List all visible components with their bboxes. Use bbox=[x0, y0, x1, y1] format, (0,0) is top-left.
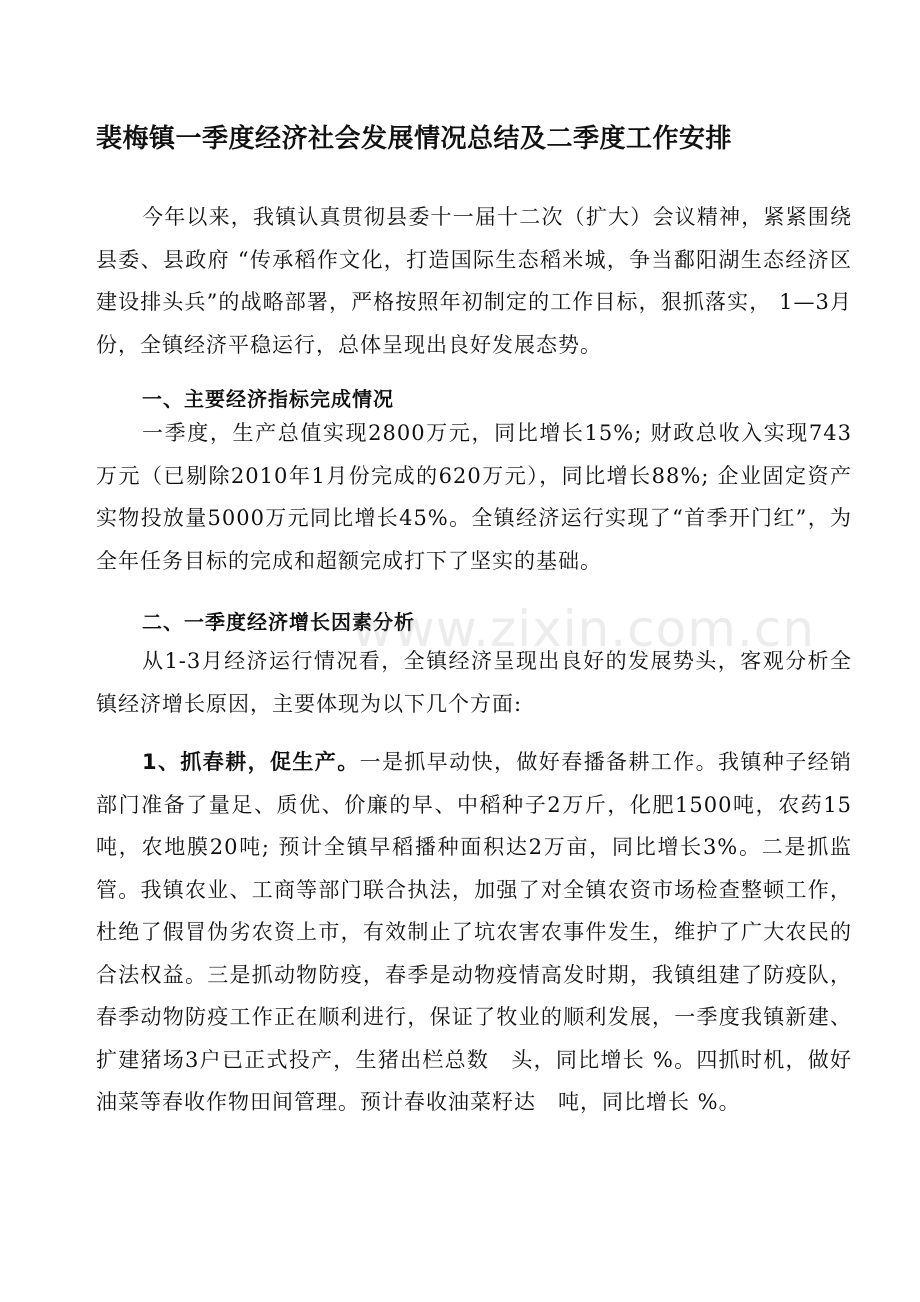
section2-paragraph: 从1-3月经济运行情况看，全镇经济呈现出良好的发展势头，客观分析全镇经济增长原因，主要体现为以下几个方面: bbox=[96, 649, 852, 716]
document-title: 裴梅镇一季度经济社会发展情况总结及二季度工作安排 bbox=[96, 124, 733, 154]
watermark: www.zixin.com.cn bbox=[352, 600, 816, 658]
section1-heading: 一、主要经济指标完成情况 bbox=[142, 387, 394, 411]
item1-lead: 1、抓春耕，促生产。 bbox=[142, 750, 360, 774]
section1-paragraph: 一季度，生产总值实现2800万元，同比增长15%; 财政总收入实现743万元（已剔除2010年1月份完成的620万元），同比增长88%; 企业固定资产实物投放量5000万元同比增长45%。全镇经济运行实现了“首季开门红”，为全年任务目标的完成和超额完成打下了坚实的基础。 bbox=[96, 421, 852, 573]
section2-heading: 二、一季度经济增长因素分析 bbox=[142, 610, 415, 634]
intro-paragraph: 今年以来，我镇认真贯彻县委十一届十二次（扩大）会议精神，紧紧围绕县委、县政府 “传承稻作文化，打造国际生态稻米城，争当鄱阳湖生态经济区建设排头兵”的战略部署，严格按照年初制定的工作目标，狠抓落实， 1—3月份，全镇经济平稳运行，总体呈现出良好发展态势。 bbox=[96, 205, 852, 357]
item1-body: 一是抓早动快，做好春播备耕工作。我镇种子经销部门准备了量足、质优、价廉的早、中稻种子2万斤，化肥1500吨，农药15吨，农地膜20吨; 预计全镇早稻播种面积达2万亩，同比增长3%。二是抓监管。我镇农业、工商等部门联合执法，加强了对全镇农资市场检查整顿工作，杜绝了假冒伪劣农资上市，有效制止了坑农害农事件发生，维护了广大农民的合法权益。三是抓动物防疫，春季是动物疫情高发时期，我镇组建了防疫队，春季动物防疫工作正在顺利进行，保证了牧业的顺利发展，一季度我镇新建、扩建猪场3户已正式投产，生猪出栏总数 头，同比增长 %。四抓时机，做好油菜等春收作物田间管理。预计春收油菜籽达 吨，同比增长 %。 bbox=[96, 750, 852, 1114]
item1-paragraph bbox=[96, 741, 852, 1124]
